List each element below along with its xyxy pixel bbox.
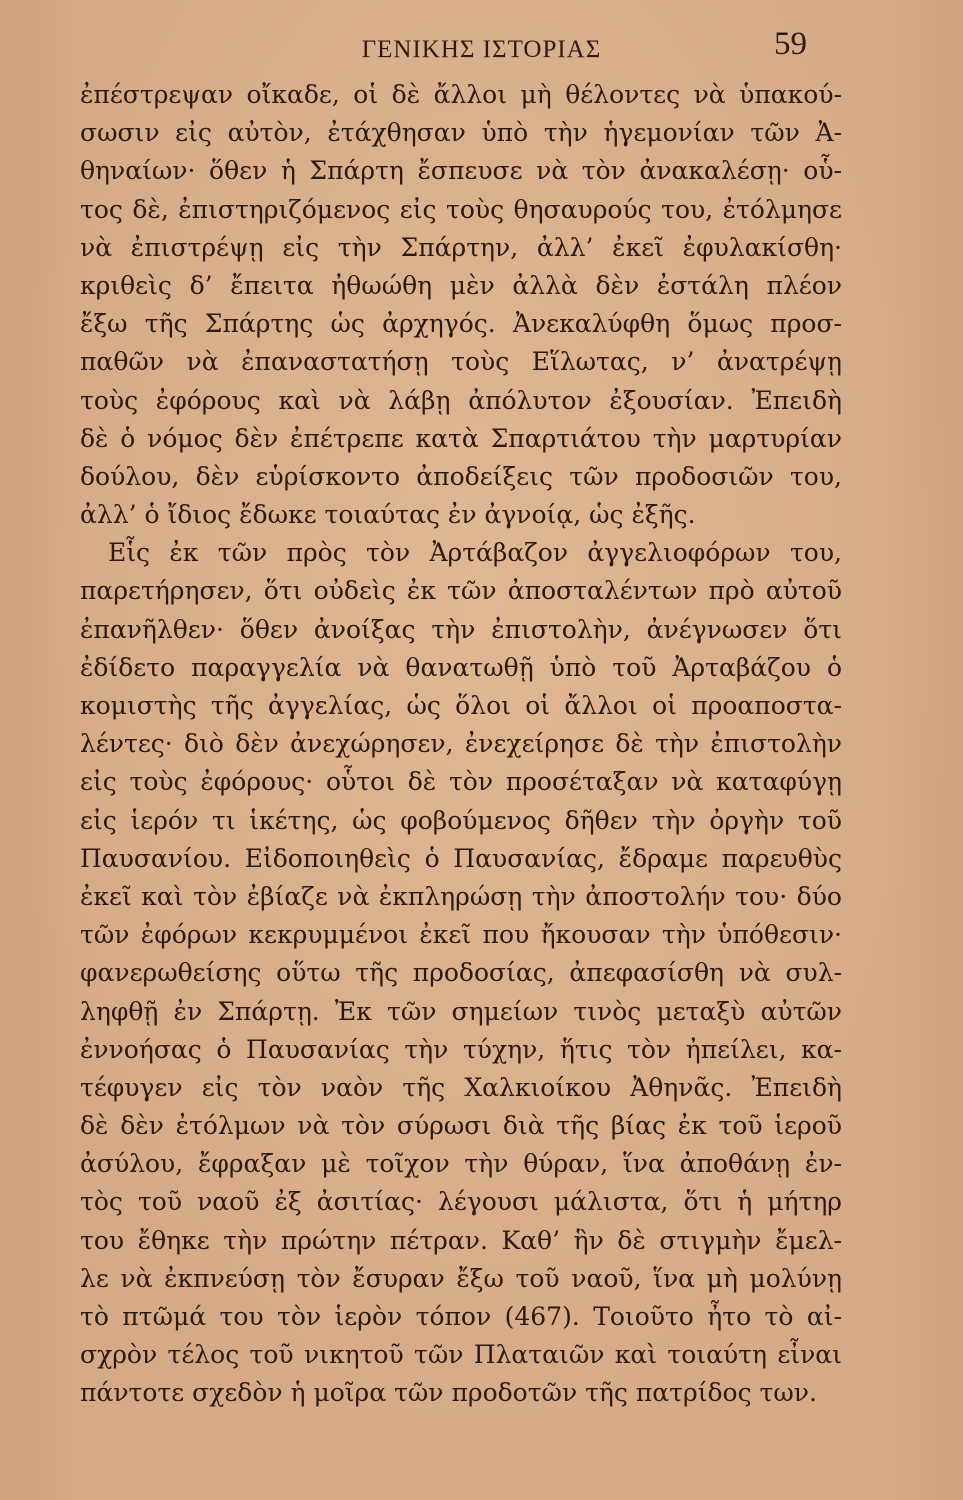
text-line: ληφθῇ ἐν Σπάρτῃ. Ἐκ τῶν σημείων τινὸς μεταξὺ αὐτῶν xyxy=(80,996,842,1026)
text-line: τῶν ἐφόρων κεκρυμμένοι ἐκεῖ που ἤκουσαν τὴν ὑπόθεσιν· xyxy=(80,920,842,950)
text-line: εἰς ἱερόν τι ἱκέτης, ὡς φοβούμενος δῆθεν τὴν ὀργὴν τοῦ xyxy=(80,805,842,835)
text-line: ἐπανῆλθεν· ὅθεν ἀνοίξας τὴν ἐπιστολὴν, ἀνέγνωσεν ὅτι xyxy=(80,614,842,644)
text-line: νὰ ἐπιστρέψῃ εἰς τὴν Σπάρτην, ἀλλ’ ἐκεῖ ἐφυλακίσθη· xyxy=(80,232,842,262)
text-line: λέντες· διὸ δὲν ἀνεχώρησεν, ἐνεχείρησε δὲ τὴν ἐπιστολὴν xyxy=(80,729,842,759)
text-line: τέφυγεν εἰς τὸν ναὸν τῆς Χαλκιοίκου Ἀθηνᾶς. Ἐπειδὴ xyxy=(80,1072,842,1102)
text-line: τοὺς ἐφόρους καὶ νὰ λάβῃ ἀπόλυτον ἐξουσίαν. Ἐπειδὴ xyxy=(80,385,842,415)
text-line: τὸς τοῦ ναοῦ ἐξ ἀσιτίας· λέγουσι μάλιστα, ὅτι ἡ μήτηρ xyxy=(80,1187,842,1217)
paragraph-end-line: πάντοτε σχεδὸν ἡ μοῖρα τῶν προδοτῶν τῆς πατρίδος των. xyxy=(80,1378,817,1408)
text-line: τὸ πτῶμά του τὸν ἱερὸν τόπον (467). Τοιοῦτο ἦτο τὸ αἰ- xyxy=(80,1302,842,1331)
text-line: κριθεὶς δ’ ἔπειτα ἠθωώθη μὲν ἀλλὰ δὲν ἐστάλη πλέον xyxy=(80,270,842,300)
text-line: ἐδίδετο παραγγελία νὰ θανατωθῇ ὑπὸ τοῦ Ἀρταβάζου ὁ xyxy=(80,652,842,682)
text-line: ἐννοήσας ὁ Παυσανίας τὴν τύχην, ἥτις τὸν ἠπείλει, κα- xyxy=(80,1034,842,1064)
text-line: κομιστὴς τῆς ἀγγελίας, ὡς ὅλοι οἱ ἄλλοι οἱ προαποστα- xyxy=(80,691,842,720)
text-line: παρετήρησεν, ὅτι οὐδεὶς ἐκ τῶν ἀποσταλέντων πρὸ αὐτοῦ xyxy=(80,576,842,606)
page-number: 59 xyxy=(774,26,807,62)
text-line: λε νὰ ἐκπνεύσῃ τὸν ἔσυραν ἔξω τοῦ ναοῦ, ἵνα μὴ μολύνῃ xyxy=(80,1263,842,1293)
text-line: παθῶν νὰ ἐπαναστατήσῃ τοὺς Εἵλωτας, ν’ ἀνατρέψῃ xyxy=(80,347,842,377)
text-line: ἐπέστρεψαν οἴκαδε, οἱ δὲ ἄλλοι μὴ θέλοντες νὰ ὑπακού- xyxy=(80,80,842,109)
text-line: Παυσανίου. Εἰδοποιηθεὶς ὁ Παυσανίας, ἔδραμε παρευθὺς xyxy=(80,843,842,873)
text-line: σχρὸν τέλος τοῦ νικητοῦ τῶν Πλαταιῶν καὶ τοιαύτη εἶναι xyxy=(80,1340,842,1370)
text-line: δὲ ὁ νόμος δὲν ἐπέτρεπε κατὰ Σπαρτιάτου τὴν μαρτυρίαν xyxy=(80,423,842,453)
text-line: δὲ δὲν ἐτόλμων νὰ τὸν σύρωσι διὰ τῆς βίας ἐκ τοῦ ἱεροῦ xyxy=(80,1111,842,1141)
paragraph-start-line: Εἷς ἐκ τῶν πρὸς τὸν Ἀρτάβαζον ἀγγελιοφόρων του, xyxy=(108,538,842,568)
text-line: δούλου, δὲν εὑρίσκοντο ἀποδείξεις τῶν προδοσιῶν του, xyxy=(80,461,842,491)
paragraph-end-line: ἀλλ’ ὁ ἴδιος ἔδωκε τοιαύτας ἐν ἀγνοίᾳ, ὡς ἐξῆς. xyxy=(80,500,696,530)
running-title: ΓΕΝΙΚΗΣ ΙΣΤΟΡΙΑΣ xyxy=(361,36,602,63)
text-line: ἔξω τῆς Σπάρτης ὡς ἀρχηγός. Ἀνεκαλύφθη ὅμως προσ- xyxy=(80,309,842,339)
body-text xyxy=(80,76,842,1413)
text-line: φανερωθείσης οὕτω τῆς προδοσίας, ἀπεφασίσθη νὰ συλ- xyxy=(80,958,842,988)
text-line: σωσιν εἰς αὐτὸν, ἐτάχθησαν ὑπὸ τὴν ἡγεμονίαν τῶν Ἀ- xyxy=(80,118,842,148)
text-line: ἀσύλου, ἔφραξαν μὲ τοῖχον τὴν θύραν, ἵνα ἀποθάνῃ ἐν- xyxy=(80,1149,842,1179)
text-line: ἐκεῖ καὶ τὸν ἐβίαζε νὰ ἐκπληρώσῃ τὴν ἀποστολήν του· δύο xyxy=(80,881,842,911)
page-header xyxy=(0,22,963,82)
text-line: εἰς τοὺς ἐφόρους· οὗτοι δὲ τὸν προσέταξαν νὰ καταφύγῃ xyxy=(80,767,842,797)
text-line: θηναίων· ὅθεν ἡ Σπάρτη ἔσπευσε νὰ τὸν ἀνακαλέσῃ· οὗ- xyxy=(80,156,842,186)
text-line: του ἔθηκε τὴν πρώτην πέτραν. Καθ’ ἣν δὲ στιγμὴν ἔμελ- xyxy=(80,1225,842,1255)
text-line: τος δὲ, ἐπιστηριζόμενος εἰς τοὺς θησαυρούς του, ἐτόλμησε xyxy=(80,194,842,224)
